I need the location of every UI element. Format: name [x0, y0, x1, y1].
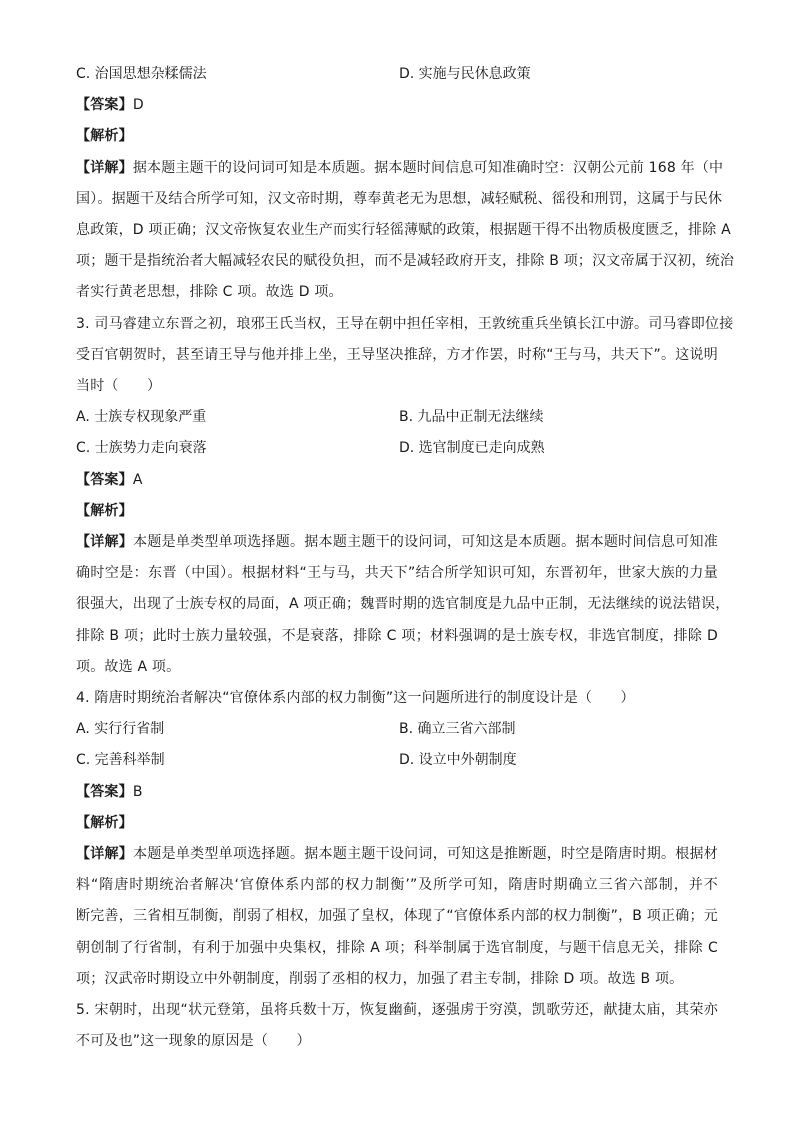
q4-option-a: A. 实行行省制	[76, 721, 165, 738]
q4-detail-line: 项；汉武帝时期设立中外朝制度，削弱了丞相的权力，加强了君主专制，排除 D 项。故选 B 项。	[76, 970, 684, 987]
answer-tag: 【答案】	[76, 471, 133, 488]
q2-options-row-cd	[76, 59, 718, 90]
q3-detail-line: 【详解】本题是单类型单项选择题。据本题主题干的设问词，可知这是本质题。据本题时间信息可知准	[76, 534, 718, 551]
q4-detail-line: 朝创制了行省制，有利于加强中央集权，排除 A 项；科举制属于选官制度，与题干信息无关，排除 C	[76, 939, 718, 956]
q4-options-row-ab	[76, 714, 718, 745]
q2-option-c: C. 治国思想杂糅儒法	[76, 66, 207, 82]
q3-option-d: D. 选官制度已走向成熟	[399, 440, 545, 457]
q3-detail-line: 确时空是：东晋（中国）。根据材料“王与马，共天下”结合所学知识可知，东晋初年，世家大族的力量	[76, 565, 718, 582]
q5-stem-line: 不可及也”这一现象的原因是（ ）	[76, 1033, 311, 1050]
q4-detail-line: 【详解】本题是单类型单项选择题。据本题主题干设问词，可知这是推断题，时空是隋唐时期。根据材	[76, 846, 718, 863]
q3-options-row-ab	[76, 402, 718, 433]
answer-value: D	[132, 97, 144, 114]
q3-stem-line: 受百官朝贺时，甚至请王导与他并排上坐，王导坚决推辞，方才作罢，时称“王与马，共天下”。这说明	[76, 346, 718, 363]
q4-answer	[76, 777, 718, 808]
q3-option-c: C. 士族势力走向衰落	[76, 440, 207, 457]
detail-tag: 【详解】	[76, 534, 134, 551]
q2-detail-line: 国）。据题干及结合所学可知，汉文帝时期，尊奉黄老无为思想，减轻赋税、徭役和刑罚，这属于与民休	[76, 190, 723, 207]
answer-tag: 【答案】	[76, 783, 133, 800]
q3-option-b: B. 九品中正制无法继续	[399, 409, 544, 426]
q4-stem-line: 4. 隋唐时期统治者解决“官僚体系内部的权力制衡”这一问题所进行的制度设计是（ ）	[76, 690, 635, 707]
q2-detail-line: 息政策，D 项正确；汉文帝恢复农业生产而实行轻徭薄赋的政策，根据题干得不出物质极度匮乏，排除 A	[76, 222, 731, 239]
detail-tag: 【详解】	[76, 846, 134, 863]
q4-option-c: C. 完善科举制	[76, 752, 165, 769]
q2-option-d: D. 实施与民休息政策	[399, 66, 531, 82]
q2-detail-line: 项；题干是指统治者大幅减轻农民的赋役负担，而不是减轻政府开支，排除 B 项；汉文帝属于汉初，统治	[76, 253, 735, 270]
q3-answer	[76, 465, 718, 496]
q3-option-a: A. 士族专权现象严重	[76, 409, 207, 426]
q3-options-row-cd	[76, 433, 718, 464]
q2-answer	[76, 90, 718, 121]
q4-option-b: B. 确立三省六部制	[399, 721, 516, 738]
q3-detail-line: 很强大，出现了士族专权的局面，A 项正确；魏晋时期的选官制度是九品中正制，无法继续的说法错误，	[76, 596, 730, 613]
document-page	[76, 59, 735, 1058]
answer-tag: 【答案】	[76, 97, 133, 114]
q3-analysis-tag: 【解析】	[76, 502, 133, 519]
answer-value: B	[132, 783, 143, 800]
q3-detail-line: 项。故选 A 项。	[76, 658, 181, 675]
q2-analysis-tag: 【解析】	[76, 128, 133, 145]
q3-detail-line: 排除 B 项；此时士族力量较强，不是衰落，排除 C 项；材料强调的是士族专权，非选官制度，排除 D	[76, 627, 718, 644]
q4-option-d: D. 设立中外朝制度	[399, 752, 517, 769]
q4-options-row-cd	[76, 745, 718, 776]
q4-detail-line: 料“隋唐时期统治者解决‘官僚体系内部的权力制衡’”及所学可知，隋唐时期确立三省六部制，并不	[76, 877, 718, 894]
q4-detail-line: 断完善，三省相互制衡，削弱了相权，加强了皇权，体现了“官僚体系内部的权力制衡”，B 项正确；元	[76, 908, 718, 925]
q2-detail-line: 者实行黄老思想，排除 C 项。故选 D 项。	[76, 284, 343, 301]
q4-analysis-tag: 【解析】	[76, 814, 133, 831]
q3-stem-line: 当时（ ）	[76, 378, 162, 395]
q3-stem-line: 3. 司马睿建立东晋之初，琅邪王氏当权，王导在朝中担任宰相，王敦统重兵坐镇长江中游。司马睿即位接	[76, 315, 734, 332]
q2-detail-line: 【详解】据本题主题干的设问词可知是本质题。据本题时间信息可知准确时空：汉朝公元前 168 年（中	[76, 159, 724, 176]
detail-tag: 【详解】	[76, 159, 133, 176]
q5-stem-line: 5. 宋朝时，出现“状元登第，虽将兵数十万，恢复幽蓟，逐强虏于穷漠，凯歌劳还，献捷太庙，其荣亦	[76, 1002, 718, 1019]
answer-value: A	[132, 471, 143, 488]
